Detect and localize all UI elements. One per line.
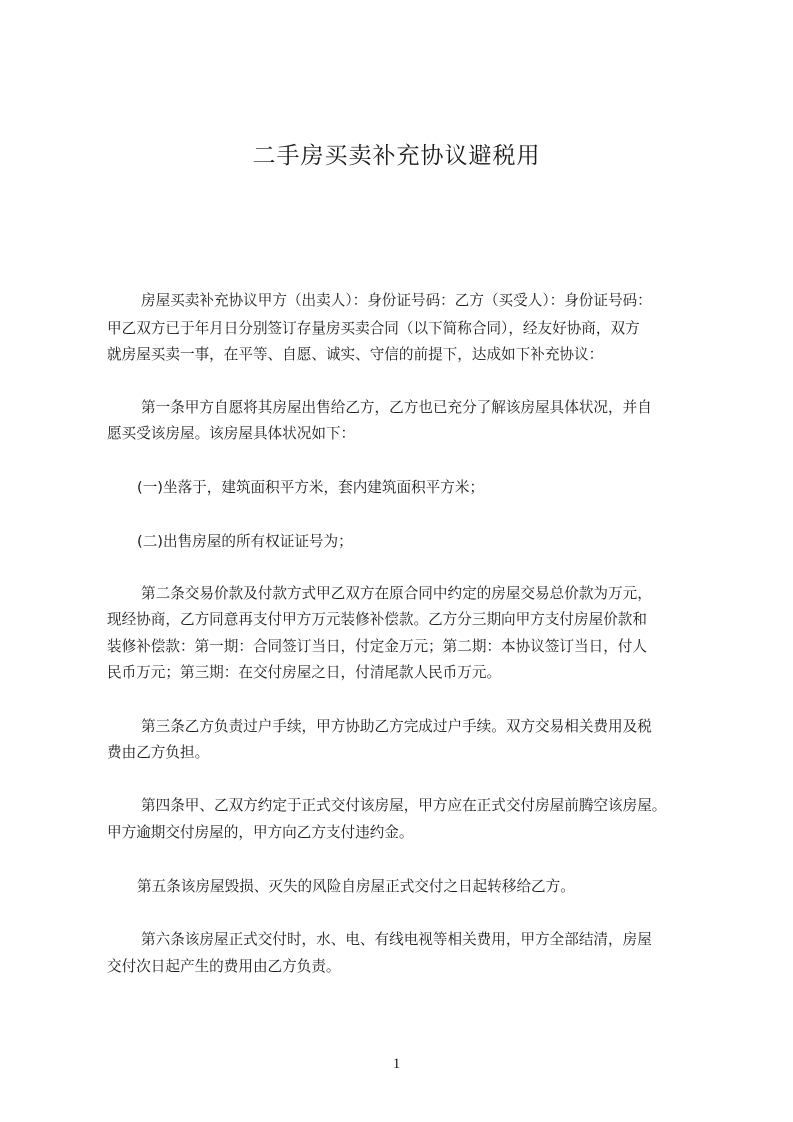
paragraph-line: 现经协商，乙方同意再支付甲方万元装修补偿款。乙方分三期向甲方支付房屋价款和 <box>107 611 647 628</box>
document-title: 二手房买卖补充协议避税用 <box>252 143 541 169</box>
paragraph-line: 第二条交易价款及付款方式甲乙双方在原合同中约定的房屋交易总价款为万元， <box>141 585 652 602</box>
paragraph-line: (二)出售房屋的所有权证证号为； <box>137 533 353 550</box>
paragraph-line: 甲方逾期交付房屋的，甲方向乙方支付违约金。 <box>107 824 414 841</box>
paragraph-line: 第三条乙方负责过户手续，甲方协助乙方完成过户手续。双方交易相关费用及税 <box>141 718 652 735</box>
paragraph-line: 民币万元；第三期：在交付房屋之日，付清尾款人民币万元。 <box>107 664 502 681</box>
paragraph-line: 第一条甲方自愿将其房屋出售给乙方，乙方也已充分了解该房屋具体状况，并自 <box>141 399 652 416</box>
paragraph-line: 装修补偿款：第一期：合同签订当日，付定金万元；第二期：本协议签订当日，付人 <box>107 638 647 655</box>
paragraph-line: 费由乙方负担。 <box>107 744 210 761</box>
page-number: 1 <box>392 1056 401 1072</box>
paragraph-line: 愿买受该房屋。该房屋具体状况如下： <box>107 425 356 442</box>
paragraph-line: 就房屋买卖一事，在平等、自愿、诚实、守信的前提下，达成如下补充协议： <box>107 346 604 363</box>
paragraph-line: 甲乙双方已于年月日分别签订存量房买卖合同（以下简称合同），经友好协商，双方 <box>107 320 640 337</box>
paragraph-line: 房屋买卖补充协议甲方（出卖人）：身份证号码：乙方（买受人）：身份证号码： <box>141 292 652 309</box>
paragraph-line: 第五条该房屋毁损、灭失的风险自房屋正式交付之日起转移给乙方。 <box>137 878 575 895</box>
paragraph-line: 交付次日起产生的费用由乙方负责。 <box>107 958 341 975</box>
paragraph-line: 第六条该房屋正式交付时，水、电、有线电视等相关费用，甲方全部结清，房屋 <box>141 931 652 948</box>
paragraph-line: (一)坐落于，建筑面积平方米，套内建筑面积平方米； <box>137 479 485 496</box>
paragraph-line: 第四条甲、乙双方约定于正式交付该房屋，甲方应在正式交付房屋前腾空该房屋。 <box>141 797 667 814</box>
